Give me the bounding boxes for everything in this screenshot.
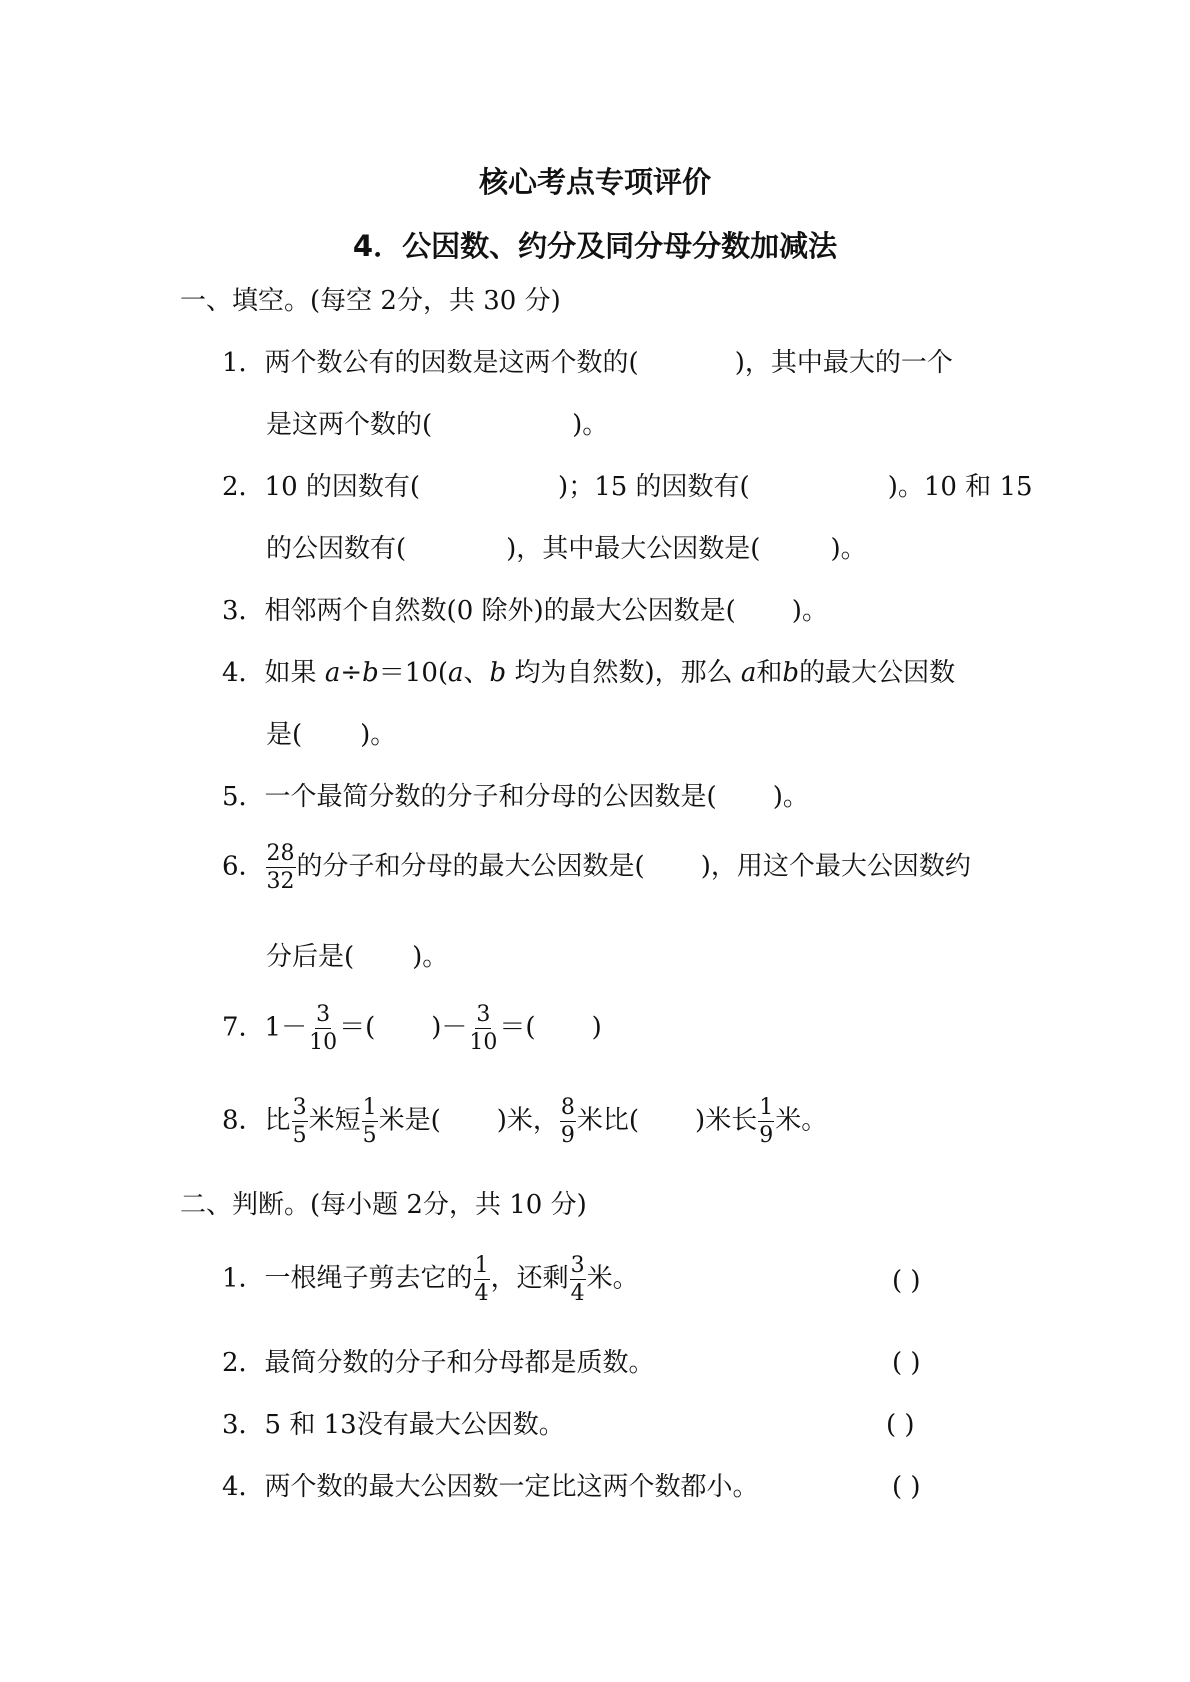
fraction: $\frac{3}{4}$ [570, 1253, 585, 1307]
question-number: 3． [222, 596, 265, 626]
fraction: $\frac{3}{5}$ [292, 1095, 307, 1149]
judge-question-4: 4．两个数的最大公因数一定比这两个数都小。 [222, 1472, 759, 1502]
fill-question-4: 4．如果 a÷b＝10(a、b 均为自然数)，那么 a和b的最大公因数 [222, 658, 956, 688]
section-heading-fill-blanks: 一、填空。(每空 2分，共 30 分) [180, 286, 561, 316]
fill-question-3: 3．相邻两个自然数(0 除外)的最大公因数是( )。 [222, 596, 828, 626]
fill-question-6-line-2: 分后是( )。 [266, 942, 449, 972]
answer-parentheses[interactable]: ( ) [892, 1472, 921, 1502]
fraction: $\frac{28}{32}$ [266, 841, 295, 895]
page-title: 核心考点专项评价 [478, 165, 711, 199]
fraction: $\frac{1}{9}$ [759, 1095, 774, 1149]
fraction: $\frac{1}{4}$ [474, 1253, 489, 1307]
question-number: 3． [222, 1410, 265, 1440]
fill-question-8: 8．比 $\frac{3}{5}$ 米短 $\frac{1}{5}$ 米是( )米， $\frac{8}{9}$ 米比( )米长 $\frac{1}{9}$ 米。 [222, 1095, 828, 1149]
fill-question-6: 6． $\frac{28}{32}$ 的分子和分母的最大公因数是( )，用这个最大公因数约 [222, 841, 971, 895]
question-number: 8． [222, 1105, 265, 1136]
question-number: 5． [222, 782, 265, 812]
question-number: 7． [222, 1012, 265, 1043]
judge-question-2: 2．最简分数的分子和分母都是质数。 [222, 1348, 655, 1378]
fraction: $\frac{3}{10}$ [309, 1002, 338, 1056]
section-heading-true-false: 二、判断。(每小题 2分，共 10 分) [180, 1190, 587, 1220]
question-number: 6． [222, 851, 265, 882]
question-number: 1． [222, 348, 265, 378]
fill-question-5: 5．一个最简分数的分子和分母的公因数是( )。 [222, 782, 809, 812]
fill-question-7: 7．1－ $\frac{3}{10}$ ＝( )－ $\frac{3}{10}$ ＝( ) [222, 1002, 602, 1056]
question-number: 4． [222, 1472, 265, 1502]
fraction: $\frac{8}{9}$ [560, 1095, 575, 1149]
fill-question-2: 2．10 的因数有( )；15 的因数有( )。10 和 15 [222, 472, 1033, 502]
fraction: $\frac{3}{10}$ [469, 1002, 498, 1056]
question-number: 4． [222, 658, 265, 688]
answer-parentheses[interactable]: ( ) [886, 1410, 915, 1440]
judge-question-1: 1．一根绳子剪去它的 $\frac{1}{4}$ ，还剩 $\frac{3}{4}$ 米。 [222, 1253, 639, 1307]
question-number: 2． [222, 472, 265, 502]
fill-question-2-line-2: 的公因数有( )，其中最大公因数是( )。 [266, 534, 867, 564]
judge-question-3: 3．5 和 13没有最大公因数。 [222, 1410, 565, 1440]
fill-question-1: 1．两个数公有的因数是这两个数的( )，其中最大的一个 [222, 348, 953, 378]
question-number: 1． [222, 1263, 265, 1294]
page-subtitle: 4．公因数、约分及同分母分数加减法 [352, 229, 838, 263]
fraction: $\frac{1}{5}$ [362, 1095, 377, 1149]
question-number: 2． [222, 1348, 265, 1378]
answer-parentheses[interactable]: ( ) [892, 1348, 921, 1378]
fill-question-4-line-2: 是( )。 [266, 720, 397, 750]
answer-parentheses[interactable]: ( ) [892, 1266, 921, 1296]
fill-question-1-line-2: 是这两个数的( )。 [266, 410, 609, 440]
